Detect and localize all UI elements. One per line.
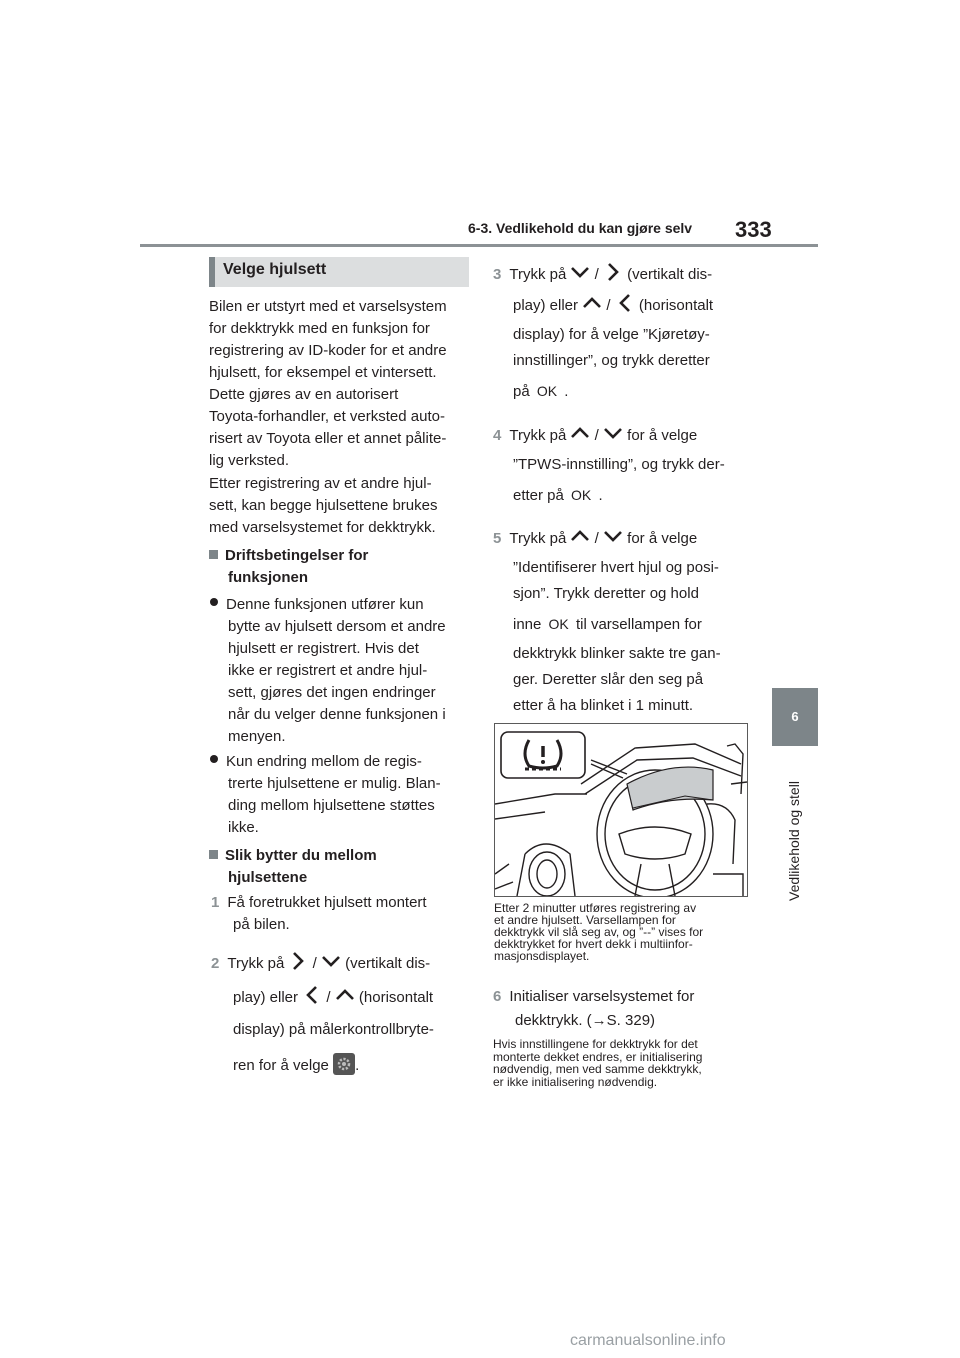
chevron-down-icon (570, 262, 590, 282)
intro-paragraph: Bilen er utstyrt med et varselsystem for dekktrykk med en funksjon for registrering av ID-koder for et andre hjulsett, for eksempel et vintersett. Dette gjøres av en autorisert Toyota-forhandler, et verksted auto- risert av Toyota eller et annet pålite- lig verksted. (209, 298, 447, 469)
header-rule (140, 244, 818, 247)
step-3: 3 Trykk på / (vertikalt dis- play) eller / (horisontalt display) for å velge ”Kjøretøy- innstillinger”, og trykk deretter på OK . (493, 262, 713, 410)
illustration-caption: Etter 2 minutter utføres registrering av et andre hjulsett. Varsellampen for dekktrykk vil slå seg av, og ”--” vises for dekktrykket for hvert dekk i multiinfor- masjonsdisplayet. (494, 901, 704, 963)
chevron-up-icon (335, 985, 355, 1005)
ok-button-icon: OK (536, 383, 558, 399)
subheading-operating-conditions: Driftsbetingelser for funksjonen (209, 545, 368, 589)
ok-button-icon: OK (548, 616, 569, 632)
step-4: 4 Trykk på / for å velge ”TPWS-innstilling”, og trykk der- etter på OK . (493, 423, 725, 514)
chevron-down-icon (603, 526, 623, 546)
chevron-left-icon (302, 985, 322, 1005)
registration-paragraph: Etter registrering av et andre hjul- sett, kan begge hjulsettene brukes med varselsystemet for dekktrykk. (209, 475, 438, 536)
watermark: carmanualsonline.info (570, 1332, 726, 1349)
settings-gear-icon (333, 1053, 355, 1075)
dashboard-illustration (494, 723, 748, 897)
section-header-title: 6-3. Vedlikehold du kan gjøre selv (468, 220, 693, 236)
step-1: 1 Få foretrukket hjulsett montert på bilen. (211, 894, 427, 933)
ok-button-icon: OK (571, 487, 592, 503)
bullet-item: Denne funksjonen utfører kun bytte av hjulsett dersom et andre hjulsett er registrert. Hvis det ikke er registrert et andre hjul- sett, gjøres det ingen endringer når du velger denne funksjonen i menyen. (210, 594, 446, 748)
bullet-item: Kun endring mellom de regis- trerte hjulsettene er mulig. Blan- ding mellom hjulsettene støttes ikke. (210, 751, 441, 839)
steering-wheel-illustration (495, 724, 747, 896)
chevron-up-icon (582, 293, 602, 313)
square-bullet-icon (209, 850, 218, 859)
chevron-down-icon (603, 423, 623, 443)
chapter-title-vertical: Vedlikehold og stell (786, 781, 802, 901)
square-bullet-icon (209, 550, 218, 559)
step-6: 6 Initialiser varselsystemet for dekktrykk. (→S. 329) (493, 988, 695, 1029)
subheading-switch-wheelsets: Slik bytter du mellom hjulsettene (209, 845, 377, 889)
bullet-icon (210, 598, 218, 606)
note-text: Hvis innstillingene for dekktrykk for det monterte dekket endres, er initialisering nødvendig, men ved samme dekktrykk, er ikke initialisering nødvendig. (493, 1037, 703, 1089)
chevron-left-icon (615, 293, 635, 313)
chevron-down-icon (321, 951, 341, 971)
chevron-up-icon (570, 526, 590, 546)
section-heading: Velge hjulsett (209, 257, 469, 287)
page-number: 333 (735, 217, 772, 242)
chevron-right-icon (603, 262, 623, 282)
chevron-up-icon (570, 423, 590, 443)
bullet-icon (210, 755, 218, 763)
page-reference-link[interactable]: dekktrykk. (→S. 329) (515, 1012, 656, 1029)
chevron-right-icon (288, 951, 308, 971)
chapter-tab[interactable]: 6 (772, 688, 818, 746)
step-5: 5 Trykk på / for å velge ”Identifiserer hvert hjul og posi- sjon”. Trykk deretter og hold inne OK til varsellampen for dekktrykk blinker sakte tre gan- ger. Deretter slår den seg på etter å ha blinket i 1 minutt. (493, 526, 721, 721)
step-2: 2 Trykk på / (vertikalt dis- play) eller / (horisontalt display) på målerkontrollbryte- ren for å velge . (211, 951, 434, 1087)
